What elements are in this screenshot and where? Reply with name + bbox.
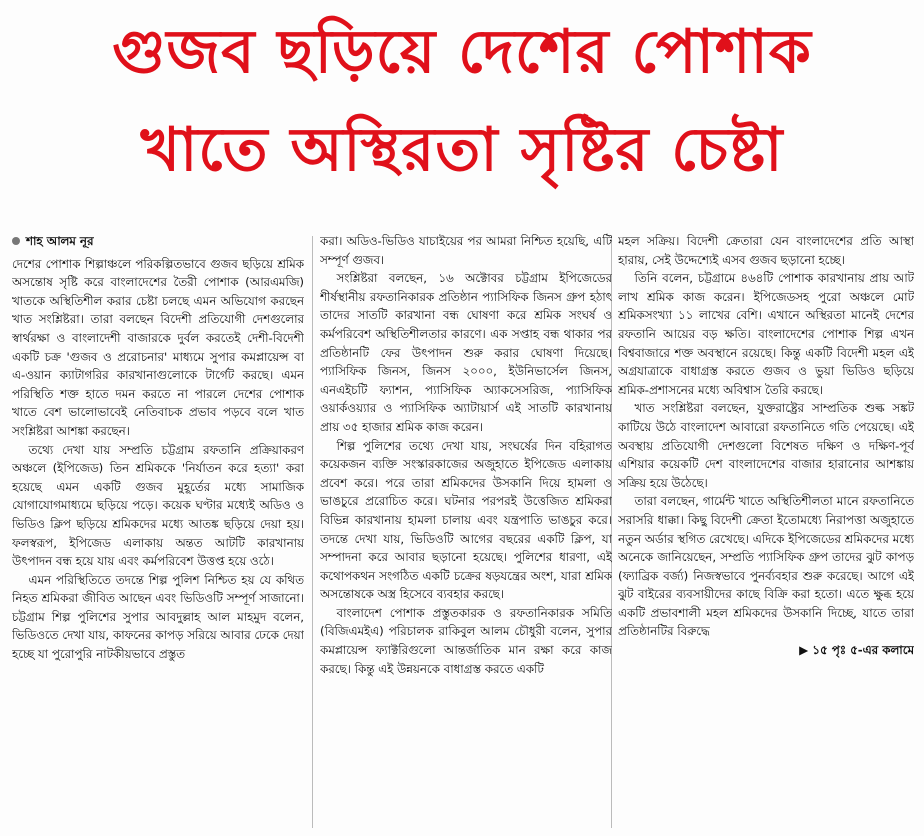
paragraph: বাংলাদেশ পোশাক প্রস্তুতকারক ও রফতানিকারক সমিতি (বিজিএমইএ) পরিচালক রাকিবুল আলম চৌধুরী বলেন, সুপার কমপ্লায়েন্স ফ্যাক্টরিগুলো আন্তর্জাতিক মান রক্ষা করে কাজ করছে। কিন্তু এই উন্নয়নকে বাধাগ্রস্ত করতে একটি [320, 605, 612, 676]
arrow-icon: ▶ [799, 643, 813, 658]
article-column-2 [320, 232, 612, 832]
byline [12, 232, 304, 251]
paragraph: তথ্যে দেখা যায় সম্প্রতি চট্টগ্রাম রফতানি প্রক্রিয়াকরণ অঞ্চলে (ইপিজেড) তিন শ্রমিককে 'নির্যাতন করে হত্যা' করা হয়েছে এমন একটি গুজব মুহূর্তের মধ্যে সামাজিক যোগাযোগমাধ্যমে ছড়িয়ে পড়ে। কয়েক ঘণ্টার মধ্যেই অডিও ও ভিডিও ক্লিপ ছড়িয়ে শ্রমিকদের মধ্যে আতঙ্ক ছড়িয়ে দেয়া হয়। ফলস্বরূপ, ইপিজেড এলাকায় অন্তত আটটি কারখানায় উৎপাদন বন্ধ হয়ে যায় এবং কর্মপরিবেশ উত্তপ্ত হয়ে ওঠে। [12, 442, 304, 569]
paragraph: করা। অডিও-ভিডিও যাচাইয়ের পর আমরা নিশ্চিত হয়েছি, এটি সম্পূর্ণ গুজব। [320, 234, 612, 267]
paragraph: সংশ্লিষ্টরা বলছেন, ১৬ অক্টোবর চট্টগ্রাম ইপিজেডের শীর্ষস্থানীয় রফতানিকারক প্রতিষ্ঠান প্যাসিফিক জিনস গ্রুপ হঠাৎ তাদের সাতটি কারখানা বন্ধ ঘোষণা করে শ্রমিক সংঘর্ষ ও কর্মপরিবেশ অস্থিতিশীলতার কারণে। এক সপ্তাহ বন্ধ থাকার পর প্রতিষ্ঠানটি ফের উৎপাদন শুরু করার ঘোষণা দিয়েছে। প্যাসিফিক জিনস, জিনস ২০০০, ইউনিভার্সেল জিনস, এনএইচটি ফ্যাশন, প্যাসিফিক অ্যাকসেসরিজ, প্যাসিফিক ওয়ার্কওয়্যার ও প্যাসিফিক অ্যাটায়ার্স এই সাতটি কারখানায় প্রায় ৩৫ হাজার শ্রমিক কাজ করেন। [320, 271, 612, 434]
headline-line-1: গুজব ছড়িয়ে দেশের পোশাক [112, 17, 812, 87]
paragraph: তিনি বলেন, চট্টগ্রামে ৪৬৪টি পোশাক কারখানায় প্রায় আট লাখ শ্রমিক কাজ করেন। ইপিজেডসহ পুরো অঞ্চলে মোট শ্রমিকসংখ্যা ১১ লাখের বেশি। এখানে অস্থিরতা মানেই দেশের রফতানি আয়ের বড় ক্ষতি। বাংলাদেশের পোশাক শিল্প এখন বিশ্ববাজারে শক্ত অবস্থানে রয়েছে। কিন্তু একটি বিদেশী মহল এই অগ্রযাত্রাকে বাধাগ্রস্ত করতে গুজব ও ভুয়া ভিডিও ছড়িয়ে শ্রমিক-প্রশাসনের মধ্যে অবিশ্বাস তৈরি করছে। [618, 271, 914, 397]
article-column-3 [618, 232, 914, 832]
continuation-note [618, 641, 914, 660]
article-column-1 [12, 232, 304, 832]
column-divider [312, 236, 313, 828]
continuation-text: ১৫ পৃঃ ৫-এর কলামে [812, 643, 914, 658]
paragraph: মহল সক্রিয়। বিদেশী ক্রেতারা যেন বাংলাদেশের প্রতি আস্থা হারায়, সেই উদ্দেশ্যেই এসব গুজব ছড়ানো হচ্ছে। [618, 234, 914, 267]
headline-line-2: খাতে অস্থিরতা সৃষ্টির চেষ্টা [140, 115, 784, 185]
paragraph: এমন পরিস্থিতিতে তদন্তে শিল্প পুলিশ নিশ্চিত হয় যে কথিত নিহত শ্রমিকরা জীবিত আছেন এবং ভিডিওটি সম্পূর্ণ সাজানো। চট্টগ্রাম শিল্প পুলিশের সুপার আবদুল্লাহ আল মাহমুদ বলেন, ভিডিওতে দেখা যায়, কাফনের কাপড় সরিয়ে আবার ঢেকে দেয়া হচ্ছে যা পুরোপুরি নাটকীয়ভাবে প্রস্তুত [12, 572, 304, 662]
bullet-icon [12, 237, 20, 245]
paragraph: খাত সংশ্লিষ্টরা বলছেন, যুক্তরাষ্ট্রের সাম্প্রতিক শুল্ক সঙ্কট কাটিয়ে উঠে বাংলাদেশ আবারো রফতানিতে গতি পেয়েছে। এই অবস্থায় প্রতিযোগী দেশগুলো বিশেষত দক্ষিণ ও দক্ষিণ-পূর্ব এশিয়ার কয়েকটি দেশ বাংলাদেশের বাজার হারানোর আশঙ্কায় সক্রিয় হয়ে উঠেছে। [618, 401, 914, 490]
author-name: শাহ আলম নূর [26, 234, 94, 248]
paragraph: দেশের পোশাক শিল্পাঞ্চলে পরিকল্পিতভাবে গুজব ছড়িয়ে শ্রমিক অসন্তোষ সৃষ্টি করে বাংলাদেশের তৈরী পোশাক (আরএমজি) খাতকে অস্থিতিশীল করার চেষ্টা চলছে এমন অভিযোগ করছেন খাত সংশ্লিষ্টরা। তারা বলছেন বিদেশী প্রতিযোগী দেশগুলোর স্বার্থরক্ষা ও বাংলাদেশী বাজারকে দুর্বল করতেই দেশী-বিদেশী একটি চক্র 'গুজব ও প্ররোচনার' মাধ্যমে সুপার কমপ্লায়েন্স বা এ-ওয়ান ক্যাটাগরির কারখানাগুলোকে টার্গেট করছে। এমন পরিস্থিতি শক্ত হাতে দমন করতে না পারলে দেশের পোশাক খাতে বেশ ভালোভাবেই নেতিবাচক প্রভাব পড়বে বলে খাত সংশ্লিষ্টরা আশঙ্কা করছেন। [12, 256, 304, 438]
paragraph: শিল্প পুলিশের তথ্যে দেখা যায়, সংঘর্ষের দিন বহিরাগত কয়েকজন ব্যক্তি সংস্কারকাজের অজুহাতে ইপিজেড এলাকায় প্রবেশ করে। পরে তারা শ্রমিকদের উসকানি দিয়ে হামলা ও ভাঙচুরে প্ররোচিত করে। ঘটনার পরপরই উত্তেজিত শ্রমিকরা বিভিন্ন কারখানায় হামলা চালায় এবং যন্ত্রপাতি ভাঙচুর করে। তদন্তে দেখা যায়, ভিডিওটি আগের বছরের একটি ক্লিপ, যা সম্পাদনা করে আবার ছড়ানো হয়েছে। পুলিশের ধারণা, এই কথোপকথন সংগঠিত একটি চক্রের ষড়যন্ত্রের অংশ, যারা শ্রমিক অসন্তোষকে অস্ত্র হিসেবে ব্যবহার করছে। [320, 438, 612, 602]
paragraph: তারা বলছেন, গার্মেন্ট খাতে অস্থিতিশীলতা মানে রফতানিতে সরাসরি ধাক্কা। কিছু বিদেশী ক্রেতা ইতোমধ্যে নিরাপত্তা অজুহাতে নতুন অর্ডার স্থগিত রেখেছে। এদিকে ইপিজেডের শ্রমিকদের মধ্যে অনেকে জানিয়েছেন, সম্প্রতি প্যাসিফিক গ্রুপ তাদের ঝুট কাপড় (ফ্যাব্রিক বর্জ্য) নিজস্বভাবে পুনর্ব্যবহার শুরু করেছে। আগে এই ঝুট বাইরের ব্যবসায়ীদের কাছে বিক্রি করা হতো। এতে ক্ষুব্ধ হয়ে একটি প্রভাবশালী মহল শ্রমিকদের উসকানি দিচ্ছে, যাতে তারা প্রতিষ্ঠানটির বিরুদ্ধে [618, 494, 914, 639]
